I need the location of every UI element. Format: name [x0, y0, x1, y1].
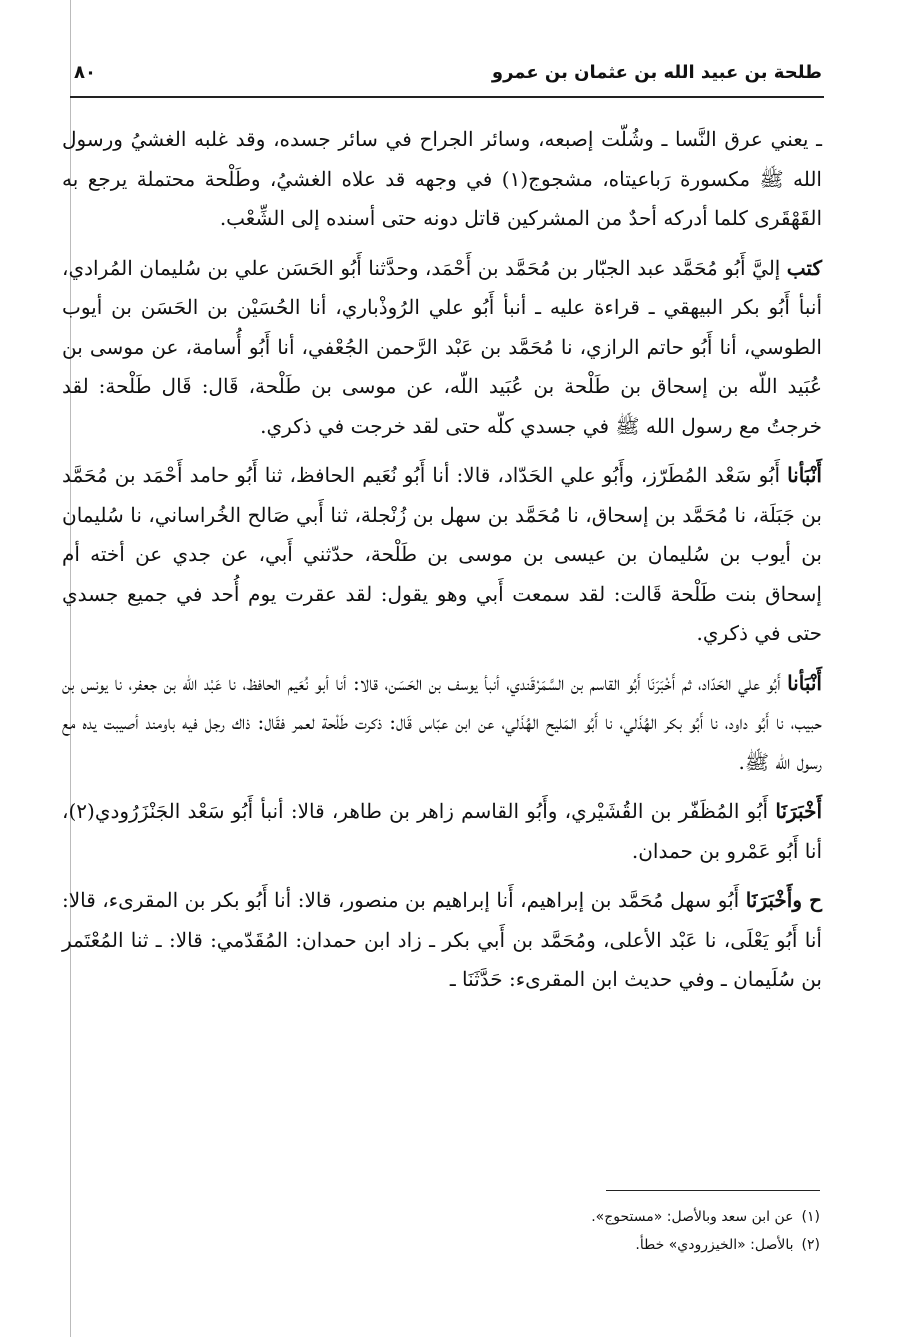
page-number: ٨٠ [74, 62, 96, 83]
footnote-number: (٢) [801, 1237, 820, 1253]
paragraph-text: ـ يعني عرق النَّسا ـ وشُلّت إصبعه، وسائر الجراح في سائر جسده، وقد غلبه الغشيُ ورسول الله ﷺ مكسورة رَباعيتاه، مشجوج(١) في وجهه قد علاه الغشيُ، وطَلْحة محتملة يرجع به القَهْقَرى كلما أدركه أحدٌ من المشركين قاتل دونه حتى أسنده إلى الشِّعْب. [62, 127, 822, 230]
paragraph-3 [62, 456, 822, 654]
paragraph-lead: أَنْبَأنا [787, 463, 822, 487]
main-text [62, 120, 822, 1010]
footnote-1 [400, 1203, 820, 1231]
paragraph-text: أَبُو سَعْد المُطَرّز، وأَبُو علي الحَدّاد، قالا: أنا أَبُو نُعَيم الحافظ، ثنا أَبُو حامد أَحْمَد بن مُحَمَّد بن جَبَلَة، نا مُحَمَّد بن إسحاق، نا مُحَمَّد بن سهل بن زُنْجلة، ثنا أَبي صَالح الخُراساني، نا سُليمان بن أيوب بن سُليمان بن عيسى بن موسى بن طَلْحة، حدّثني أَبي، عن جدي عن أخته أم إسحاق بنت طَلْحة قَالت: لقد سمعت أَبي وهو يقول: لقد عقرت يوم أُحد في جميع جسدي حتى في ذكري. [62, 463, 822, 645]
paragraph-5 [62, 792, 822, 871]
footnote-text: بالأصل: «الخيزرودي» خطأ. [635, 1237, 794, 1253]
paragraph-text: أَبُو سهل مُحَمَّد بن إبراهيم، أَنا إبراهيم بن منصور، قالا: أنا أَبُو بكر بن المقرىء، قالا: أنا أَبُو يَعْلَى، نا عَبْد الأعلى، ومُحَمَّد بن أَبي بكر ـ زاد ابن حمدان: المُقَدّمي: قالا: ـ ثنا المُعْتَمر بن سُلَيمان ـ وفي حديث ابن المقرىء: حَدَّثَنَا ـ [62, 888, 822, 991]
paragraph-6 [62, 881, 822, 1000]
paragraph-1 [62, 120, 822, 239]
paragraph-2 [62, 249, 822, 447]
header-rule [70, 96, 824, 98]
footnote-rule [606, 1190, 820, 1191]
paragraph-lead: أَنْبَأنا [787, 670, 822, 695]
paragraph-text: أَبُو علي الحَدّاد، ثم أَخْبَرَنَا أَبُو القاسم بن السَّمَرْقَندي، أنبأ يوسف بن الحَسَن، قالا: أنا أبو نُعَيم الحافظ، نا عَبْد اللّه بن جعفر، نا يونس بن حبيب، نا أَبُو داود، نا أَبُو بكر الهُذَلي، نا أَبُو المَليح الهُذَلي، عن ابن عبّاس قَال: ذكرت طَلْحة لعمر فقَال: ذاك رجل فيه باومند أصيبت يده مع رسول الله ﷺ. [62, 670, 822, 774]
footnote-number: (١) [801, 1209, 820, 1225]
paragraph-text: أَبُو المُظَفّر بن القُشَيْري، وأَبُو القاسم زاهر بن طاهر، قالا: أنبأ أَبُو سَعْد الجَنْزَرُودي(٢)، أنا أَبُو عَمْرو بن حمدان. [62, 799, 822, 863]
paragraph-4 [62, 664, 822, 783]
paragraph-text: إليَّ أَبُو مُحَمَّد عبد الجبّار بن مُحَمَّد بن أَحْمَد، وحدَّثنا أَبُو الحَسَن علي بن سُليمان المُرادي، أنبأ أَبُو بكر البيهقي ـ قراءة عليه ـ أنبأ أَبُو علي الرُوذْباري، أنا الحُسَيْن بن الحَسَن بن أيوب الطوسي، أنا أَبُو حاتم الرازي، نا مُحَمَّد بن عَبْد الرَّحمن الجُعْفي، أنا أَبُو أُسامة، عن موسى بن عُبَيد اللّه بن إسحاق بن طَلْحة بن عُبَيد اللّه، عن موسى بن طَلْحة، قَال: قَال طَلْحة: لقد خرجتُ مع رسول الله ﷺ في جسدي كلّه حتى لقد خرجت في ذكري. [62, 255, 822, 438]
paragraph-lead: أَخْبَرَنَا [775, 799, 822, 823]
footnote-2 [400, 1231, 820, 1259]
running-header [74, 62, 822, 90]
paragraph-lead: كتب [786, 255, 822, 280]
header-title: طلحة بن عبيد الله بن عثمان بن عمرو [491, 62, 822, 83]
footnote-text: عن ابن سعد وبالأصل: «مستحوج». [591, 1209, 794, 1225]
paragraph-lead: ح وأَخْبَرَنَا [745, 888, 823, 912]
footnotes [400, 1203, 820, 1259]
